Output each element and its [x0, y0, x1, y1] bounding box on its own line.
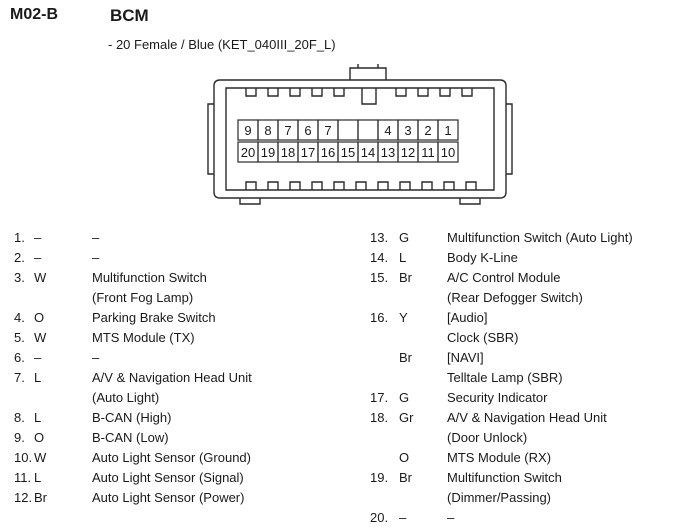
pin-row [14, 248, 354, 268]
pin-row [370, 308, 690, 328]
wire-color: – [34, 350, 42, 365]
pin-description: Auto Light Sensor (Power) [92, 490, 245, 505]
pin-number: 19. [370, 470, 389, 485]
connector-code: M02-B [10, 6, 59, 23]
pin-description: MTS Module (TX) [92, 330, 195, 345]
pin-description: Telltale Lamp (SBR) [447, 370, 563, 385]
pin-row [370, 388, 690, 408]
pin-row [370, 508, 690, 528]
wire-color: L [399, 250, 407, 265]
pin-row [370, 288, 690, 308]
pin-description: B-CAN (High) [92, 410, 172, 425]
pin-description: – [92, 230, 100, 245]
pin-number: 18. [370, 410, 389, 425]
wire-color: Br [399, 470, 412, 485]
wire-color: W [34, 330, 47, 345]
pin-number: 16. [370, 310, 389, 325]
pin-description: – [447, 510, 455, 525]
pin-row [370, 448, 690, 468]
pin-row [370, 228, 690, 248]
pin-row [14, 368, 354, 388]
pin-row [14, 288, 354, 308]
pin-description: – [92, 350, 100, 365]
module-title: BCM [110, 6, 149, 25]
pin-row [14, 268, 354, 288]
pin-label-top-8: 4 [384, 123, 392, 138]
pin-label-top-4: 6 [304, 123, 312, 138]
pin-description: Multifunction Switch [92, 270, 207, 285]
pin-row [370, 348, 690, 368]
pin-description: (Front Fog Lamp) [92, 290, 194, 305]
pin-label-top-1: 9 [244, 123, 252, 138]
pin-label-top-2: 8 [264, 123, 272, 138]
wire-color: W [34, 450, 47, 465]
wire-color: Y [399, 310, 408, 325]
pin-description: B-CAN (Low) [92, 430, 169, 445]
pin-number: 7. [14, 370, 25, 385]
pin-number: 9. [14, 430, 25, 445]
pin-row [14, 448, 354, 468]
wire-color: G [399, 390, 410, 405]
pin-label-top-3: 7 [284, 123, 292, 138]
pin-number: 6. [14, 350, 25, 365]
pin-number: 17. [370, 390, 389, 405]
connector-housing [208, 64, 512, 204]
pin-list-left [14, 228, 354, 508]
pin-list-right [370, 228, 690, 528]
pin-row [14, 228, 354, 248]
pin-row [14, 428, 354, 448]
wire-color: – [399, 510, 407, 525]
pin-description: A/C Control Module [447, 270, 561, 285]
pin-description: (Auto Light) [92, 390, 160, 405]
pin-number: 4. [14, 310, 25, 325]
pin-label-top-11: 1 [444, 123, 452, 138]
pin-number: 2. [14, 250, 25, 265]
pin-number: 5. [14, 330, 25, 345]
pin-label-bottom-9: 12 [400, 145, 416, 160]
pin-label-bottom-11: 10 [440, 145, 456, 160]
pin-label-bottom-3: 18 [280, 145, 296, 160]
pin-row [370, 468, 690, 488]
pin-label-bottom-4: 17 [300, 145, 316, 160]
pin-label-bottom-10: 11 [421, 145, 435, 160]
pin-label-bottom-1: 20 [240, 145, 256, 160]
wire-color: L [34, 410, 42, 425]
pin-description: A/V & Navigation Head Unit [92, 370, 252, 385]
wire-color: L [34, 470, 42, 485]
pin-label-top-10: 2 [424, 123, 432, 138]
wire-color: O [34, 310, 45, 325]
pin-row [14, 328, 354, 348]
pin-label-bottom-2: 19 [260, 145, 276, 160]
pin-row [14, 468, 354, 488]
wire-color: G [399, 230, 410, 245]
pin-row [14, 488, 354, 508]
pin-number: 1. [14, 230, 25, 245]
wire-color: – [34, 230, 42, 245]
pin-label-top-9: 3 [404, 123, 412, 138]
pin-description: – [92, 250, 100, 265]
pin-row [370, 328, 690, 348]
pin-row [14, 388, 354, 408]
pin-row [370, 408, 690, 428]
pin-description: Security Indicator [447, 390, 548, 405]
pin-description: Body K-Line [447, 250, 518, 265]
wire-color: O [399, 450, 410, 465]
wire-color: W [34, 270, 47, 285]
wire-color: Br [399, 270, 412, 285]
pin-number: 14. [370, 250, 389, 265]
pin-description: Clock (SBR) [447, 330, 519, 345]
pin-number: 10. [14, 450, 33, 465]
pin-description: Multifunction Switch (Auto Light) [447, 230, 633, 245]
pin-row [14, 348, 354, 368]
pin-description: (Door Unlock) [447, 430, 528, 445]
pin-row [370, 368, 690, 388]
pin-row [14, 408, 354, 428]
pin-description: [Audio] [447, 310, 488, 325]
pin-number: 20. [370, 510, 389, 525]
connector-diagram [200, 64, 520, 216]
wire-color: L [34, 370, 42, 385]
pin-description: MTS Module (RX) [447, 450, 552, 465]
wire-color: – [34, 250, 42, 265]
pin-label-bottom-6: 15 [340, 145, 356, 160]
pin-label-top-5: 7 [324, 123, 332, 138]
pin-number: 8. [14, 410, 25, 425]
pin-description: (Rear Defogger Switch) [447, 290, 583, 305]
wire-color: Gr [399, 410, 414, 425]
pin-number: 3. [14, 270, 25, 285]
wire-color: Br [34, 490, 47, 505]
pin-description: Auto Light Sensor (Ground) [92, 450, 251, 465]
pin-description: Parking Brake Switch [92, 310, 216, 325]
pin-row [370, 488, 690, 508]
pin-row [14, 308, 354, 328]
wire-color: Br [399, 350, 412, 365]
pin-number: 15. [370, 270, 389, 285]
pin-number: 13. [370, 230, 389, 245]
pin-number: 11. [14, 470, 32, 485]
pin-row [370, 428, 690, 448]
pin-label-bottom-8: 13 [380, 145, 396, 160]
pin-label-bottom-5: 16 [320, 145, 336, 160]
pin-description: (Dimmer/Passing) [447, 490, 552, 505]
pin-description: Auto Light Sensor (Signal) [92, 470, 244, 485]
pin-row [370, 268, 690, 288]
pin-description: A/V & Navigation Head Unit [447, 410, 607, 425]
pin-label-bottom-7: 14 [360, 145, 376, 160]
wire-color: O [34, 430, 45, 445]
connector-spec: - 20 Female / Blue (KET_040III_20F_L) [108, 37, 336, 52]
pin-description: [NAVI] [447, 350, 484, 365]
pin-number: 12. [14, 490, 33, 505]
pin-row [370, 248, 690, 268]
pin-description: Multifunction Switch [447, 470, 562, 485]
